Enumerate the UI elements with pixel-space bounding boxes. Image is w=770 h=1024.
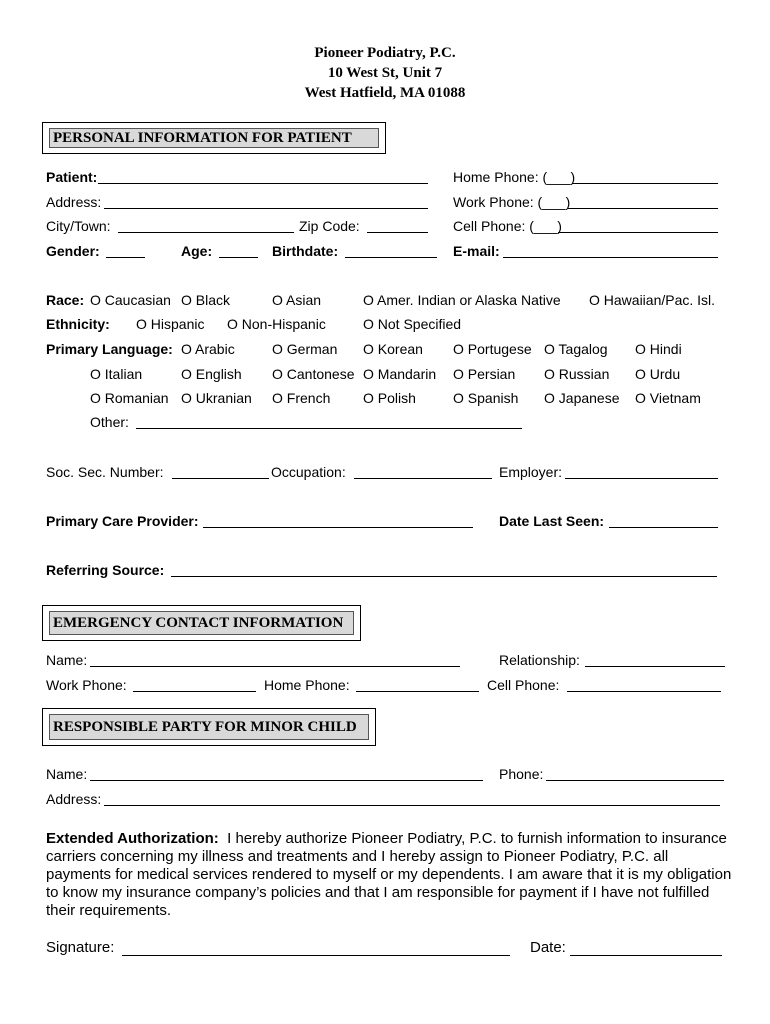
language-option-spanish[interactable]: O Spanish — [453, 390, 519, 406]
emergency-work-phone-label: Work Phone: — [46, 677, 127, 693]
language-option-tagalog[interactable]: O Tagalog — [544, 341, 608, 357]
language-option-romanian[interactable]: O Romanian — [90, 390, 169, 406]
language-option-arabic[interactable]: O Arabic — [181, 341, 235, 357]
language-option-french[interactable]: O French — [272, 390, 331, 406]
authorization-text: I hereby authorize Pioneer Podiatry, P.C. to furnish information to insurance carriers concerning my illness and treatments and I hereby assign to Pioneer Podiatry, P.C. all payments for medical services rendered to myself or my dependents. I am aware that it is my obligation to know my insurance company’s policies and that I am responsible for payment if I have not fulfilled their requirements. — [46, 830, 732, 919]
date-field[interactable] — [570, 955, 722, 956]
ethnicity-label: Ethnicity: — [46, 316, 110, 332]
authorization-heading: Extended Authorization: — [46, 830, 219, 847]
section-responsible-box — [42, 708, 376, 746]
language-option-korean[interactable]: O Korean — [363, 341, 423, 357]
race-option-caucasian[interactable]: O Caucasian — [90, 292, 171, 308]
race-option-asian[interactable]: O Asian — [272, 292, 322, 308]
language-option-persian[interactable]: O Persian — [453, 366, 516, 382]
employer-field[interactable] — [565, 478, 718, 479]
ssn-field[interactable] — [172, 478, 269, 479]
employer-label: Employer: — [499, 464, 563, 480]
patient-field[interactable] — [98, 183, 428, 184]
cell-phone-field[interactable] — [558, 232, 718, 233]
language-option-hindi[interactable]: O Hindi — [635, 341, 682, 357]
address-field[interactable] — [104, 208, 428, 209]
ethnicity-option-non-hispanic[interactable]: O Non-Hispanic — [227, 316, 326, 332]
birthdate-field[interactable] — [345, 257, 437, 258]
occupation-field[interactable] — [354, 478, 492, 479]
responsible-name-field[interactable] — [90, 780, 483, 781]
section-emergency-title: EMERGENCY CONTACT INFORMATION — [49, 611, 354, 635]
work-phone-label: Work Phone: (___) — [453, 194, 571, 210]
signature-label: Signature: — [46, 939, 115, 956]
email-field[interactable] — [503, 257, 718, 258]
emergency-work-phone-field[interactable] — [133, 691, 256, 692]
responsible-address-field[interactable] — [104, 805, 720, 806]
emergency-cell-phone-field[interactable] — [567, 691, 721, 692]
language-other-field[interactable] — [136, 428, 522, 429]
language-option-cantonese[interactable]: O Cantonese — [272, 366, 355, 382]
language-label: Primary Language: — [46, 341, 173, 357]
section-personal-box — [42, 122, 386, 154]
responsible-phone-label: Phone: — [499, 766, 544, 782]
birthdate-label: Birthdate: — [272, 243, 339, 259]
zip-field[interactable] — [367, 232, 428, 233]
practice-street: 10 West St, Unit 7 — [327, 65, 443, 81]
occupation-label: Occupation: — [271, 464, 346, 480]
date-last-seen-label: Date Last Seen: — [499, 513, 605, 529]
language-option-russian[interactable]: O Russian — [544, 366, 610, 382]
race-option-black[interactable]: O Black — [181, 292, 231, 308]
race-label: Race: — [46, 292, 85, 308]
cell-phone-label: Cell Phone: (___) — [453, 218, 562, 234]
language-option-vietnam[interactable]: O Vietnam — [635, 390, 701, 406]
language-option-english[interactable]: O English — [181, 366, 242, 382]
emergency-relationship-field[interactable] — [585, 666, 725, 667]
age-field[interactable] — [219, 257, 258, 258]
emergency-relationship-label: Relationship: — [499, 652, 580, 668]
language-option-italian[interactable]: O Italian — [90, 366, 143, 382]
race-option-amer-indian[interactable]: O Amer. Indian or Alaska Native — [363, 292, 561, 308]
emergency-name-label: Name: — [46, 652, 88, 668]
gender-field[interactable] — [106, 257, 145, 258]
section-emergency-box — [42, 605, 361, 641]
section-responsible-title: RESPONSIBLE PARTY FOR MINOR CHILD — [49, 714, 369, 740]
home-phone-field[interactable] — [572, 183, 718, 184]
date-label: Date: — [530, 939, 566, 956]
ethnicity-option-not-specified[interactable]: O Not Specified — [363, 316, 462, 332]
zip-label: Zip Code: — [299, 218, 360, 234]
race-option-hawaiian[interactable]: O Hawaiian/Pac. Isl. — [589, 292, 716, 308]
emergency-home-phone-label: Home Phone: — [264, 677, 350, 693]
pcp-field[interactable] — [203, 527, 473, 528]
language-option-mandarin[interactable]: O Mandarin — [363, 366, 437, 382]
patient-label: Patient: — [46, 169, 98, 185]
responsible-phone-field[interactable] — [546, 780, 724, 781]
responsible-name-label: Name: — [46, 766, 88, 782]
practice-name: Pioneer Podiatry, P.C. — [314, 45, 456, 61]
city-label: City/Town: — [46, 218, 111, 234]
gender-label: Gender: — [46, 243, 100, 259]
language-option-ukranian[interactable]: O Ukranian — [181, 390, 252, 406]
signature-field[interactable] — [122, 955, 510, 956]
language-other-label: Other: — [90, 414, 129, 430]
date-last-seen-field[interactable] — [609, 527, 718, 528]
referring-source-field[interactable] — [171, 576, 717, 577]
emergency-cell-phone-label: Cell Phone: — [487, 677, 560, 693]
address-label: Address: — [46, 194, 102, 210]
age-label: Age: — [181, 243, 213, 259]
language-option-german[interactable]: O German — [272, 341, 338, 357]
work-phone-field[interactable] — [568, 208, 718, 209]
responsible-address-label: Address: — [46, 791, 102, 807]
emergency-name-field[interactable] — [90, 666, 460, 667]
emergency-home-phone-field[interactable] — [356, 691, 479, 692]
home-phone-label: Home Phone: (___) — [453, 169, 576, 185]
language-option-portugese[interactable]: O Portugese — [453, 341, 532, 357]
language-option-urdu[interactable]: O Urdu — [635, 366, 681, 382]
practice-city: West Hatfield, MA 01088 — [304, 85, 466, 101]
referring-source-label: Referring Source: — [46, 562, 165, 578]
language-option-japanese[interactable]: O Japanese — [544, 390, 620, 406]
section-personal-title: PERSONAL INFORMATION FOR PATIENT — [49, 128, 379, 148]
pcp-label: Primary Care Provider: — [46, 513, 199, 529]
email-label: E-mail: — [453, 243, 500, 259]
ethnicity-option-hispanic[interactable]: O Hispanic — [136, 316, 205, 332]
language-option-polish[interactable]: O Polish — [363, 390, 416, 406]
city-field[interactable] — [118, 232, 294, 233]
ssn-label: Soc. Sec. Number: — [46, 464, 164, 480]
extended-authorization — [46, 830, 736, 920]
